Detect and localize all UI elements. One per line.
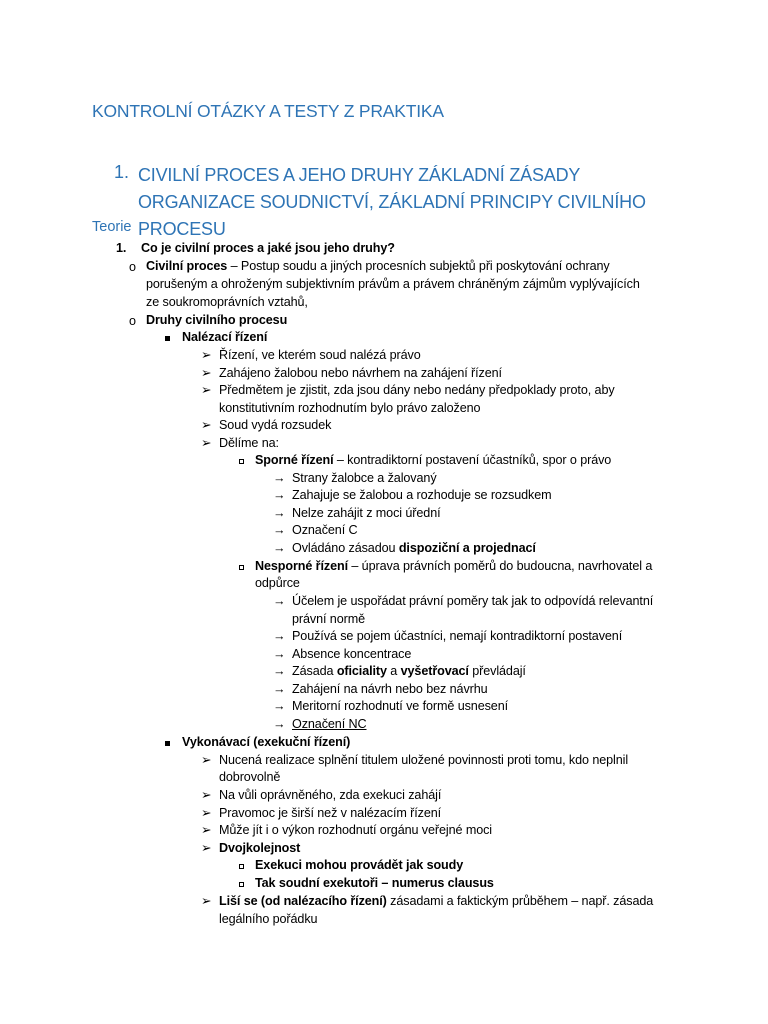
sporne-item: Strany žalobce a žalovaný bbox=[292, 471, 437, 485]
vykonavaci-item: Může jít i o výkon rozhodnutí orgánu veřejné moci bbox=[219, 823, 493, 837]
nalezaci-item-cont: konstitutivním rozhodnutím bylo právo založeno bbox=[219, 401, 481, 415]
square-bullet-icon bbox=[165, 741, 170, 746]
vykonavaci-item-bold: Dvojkolejnost bbox=[219, 841, 301, 855]
druhy-label: Druhy civilního procesu bbox=[146, 313, 288, 327]
arrow-icon: → bbox=[273, 664, 286, 678]
nesporne-item: Zásada oficiality a vyšetřovací převládají bbox=[292, 664, 526, 678]
arrow-bullet-icon: ➢ bbox=[201, 348, 212, 362]
arrow-icon: → bbox=[273, 699, 286, 713]
square-bullet-icon bbox=[165, 336, 170, 341]
civil-proces-line-3: ze soukromoprávních vztahů, bbox=[146, 295, 308, 309]
arrow-bullet-icon: ➢ bbox=[201, 841, 212, 855]
arrow-icon: → bbox=[273, 629, 286, 643]
open-square-bullet-icon bbox=[239, 565, 244, 570]
vykonavaci-label: Vykonávací (exekuční řízení) bbox=[182, 735, 351, 749]
sporne-item-last: Ovládáno zásadou dispoziční a projednací bbox=[292, 541, 536, 555]
vykonavaci-item: Pravomoc je širší než v nalézacím řízení bbox=[219, 806, 442, 820]
dvojkolejnost-item: Exekuci mohou provádět jak soudy bbox=[255, 858, 464, 872]
arrow-icon: → bbox=[273, 506, 286, 520]
subheading-teorie: Teorie bbox=[92, 219, 132, 235]
question-number: 1. bbox=[116, 241, 127, 255]
document-title: KONTROLNÍ OTÁZKY A TESTY Z PRAKTIKA bbox=[92, 101, 444, 121]
nesporne-item: Meritorní rozhodnutí ve formě usnesení bbox=[292, 699, 509, 713]
arrow-icon: → bbox=[273, 523, 286, 537]
open-square-bullet-icon bbox=[239, 459, 244, 464]
vykonavaci-item: Nucená realizace splnění titulem uložené povinnosti proti tomu, kdo neplnil bbox=[219, 753, 629, 767]
sporne-item: Zahajuje se žalobou a rozhoduje se rozsudkem bbox=[292, 488, 552, 502]
sporne-item: Nelze zahájit z moci úřední bbox=[292, 506, 441, 520]
nalezaci-item: Zahájeno žalobou nebo návrhem na zahájení řízení bbox=[219, 366, 502, 380]
circle-bullet-icon: o bbox=[129, 314, 137, 328]
sporne-line: Sporné řízení – kontradiktorní postavení účastníků, spor o právo bbox=[255, 453, 612, 467]
nalezaci-item: Soud vydá rozsudek bbox=[219, 418, 332, 432]
nalezaci-item: Předmětem je zjistit, zda jsou dány nebo nedány předpoklady proto, aby bbox=[219, 383, 615, 397]
nesporne-line: Nesporné řízení – úprava právních poměrů do budoucna, navrhovatel a bbox=[255, 559, 653, 573]
arrow-bullet-icon: ➢ bbox=[201, 806, 212, 820]
section-number: 1. bbox=[114, 162, 130, 182]
nesporne-item: Účelem je uspořádat právní poměry tak jak to odpovídá relevantní bbox=[292, 594, 654, 608]
nesporne-item: Používá se pojem účastníci, nemají kontradiktorní postavení bbox=[292, 629, 623, 643]
arrow-icon: → bbox=[273, 717, 286, 731]
arrow-bullet-icon: ➢ bbox=[201, 383, 212, 397]
question-text: Co je civilní proces a jaké jsou jeho druhy? bbox=[141, 241, 395, 255]
civil-proces-line-1: Civilní proces – Postup soudu a jiných procesních subjektů při poskytování ochrany bbox=[146, 259, 610, 273]
vykonavaci-item: Liší se (od nalézacího řízení) zásadami a faktickým průběhem – např. zásada bbox=[219, 894, 654, 908]
arrow-icon: → bbox=[273, 488, 286, 502]
sporne-item: Označení C bbox=[292, 523, 358, 537]
circle-bullet-icon: o bbox=[129, 260, 137, 274]
arrow-icon: → bbox=[273, 594, 286, 608]
dvojkolejnost-item: Tak soudní exekutoři – numerus clausus bbox=[255, 876, 494, 890]
open-square-bullet-icon bbox=[239, 864, 244, 869]
vykonavaci-item-cont: legálního pořádku bbox=[219, 912, 318, 926]
arrow-bullet-icon: ➢ bbox=[201, 436, 212, 450]
nalezaci-item: Řízení, ve kterém soud nalézá právo bbox=[219, 348, 421, 362]
nalezaci-item: Dělíme na: bbox=[219, 436, 279, 450]
arrow-bullet-icon: ➢ bbox=[201, 418, 212, 432]
nesporne-item-underlined: Označení NC bbox=[292, 717, 367, 731]
civil-proces-line-2: porušeným a ohroženým subjektivním právům a právem chráněným zájmům vyplývajících bbox=[146, 277, 640, 291]
section-title: CIVILNÍ PROCES A JEHO DRUHY ZÁKLADNÍ ZÁSADY ORGANIZACE SOUDNICTVÍ, ZÁKLADNÍ PRINCIPY CIVILNÍHO PROCESU bbox=[138, 165, 646, 239]
arrow-icon: → bbox=[273, 682, 286, 696]
open-square-bullet-icon bbox=[239, 882, 244, 887]
arrow-bullet-icon: ➢ bbox=[201, 753, 212, 767]
nalezaci-label: Nalézací řízení bbox=[182, 330, 268, 344]
nesporne-line-cont: odpůrce bbox=[255, 576, 300, 590]
arrow-icon: → bbox=[273, 541, 286, 555]
arrow-icon: → bbox=[273, 647, 286, 661]
nesporne-item: Zahájení na návrh nebo bez návrhu bbox=[292, 682, 488, 696]
arrow-icon: → bbox=[273, 471, 286, 485]
vykonavaci-item: Na vůli oprávněného, zda exekuci zahájí bbox=[219, 788, 442, 802]
arrow-bullet-icon: ➢ bbox=[201, 823, 212, 837]
nesporne-item-cont: právní normě bbox=[292, 612, 365, 626]
arrow-bullet-icon: ➢ bbox=[201, 788, 212, 802]
arrow-bullet-icon: ➢ bbox=[201, 366, 212, 380]
arrow-bullet-icon: ➢ bbox=[201, 894, 212, 908]
nesporne-item: Absence koncentrace bbox=[292, 647, 412, 661]
vykonavaci-item-cont: dobrovolně bbox=[219, 770, 281, 784]
